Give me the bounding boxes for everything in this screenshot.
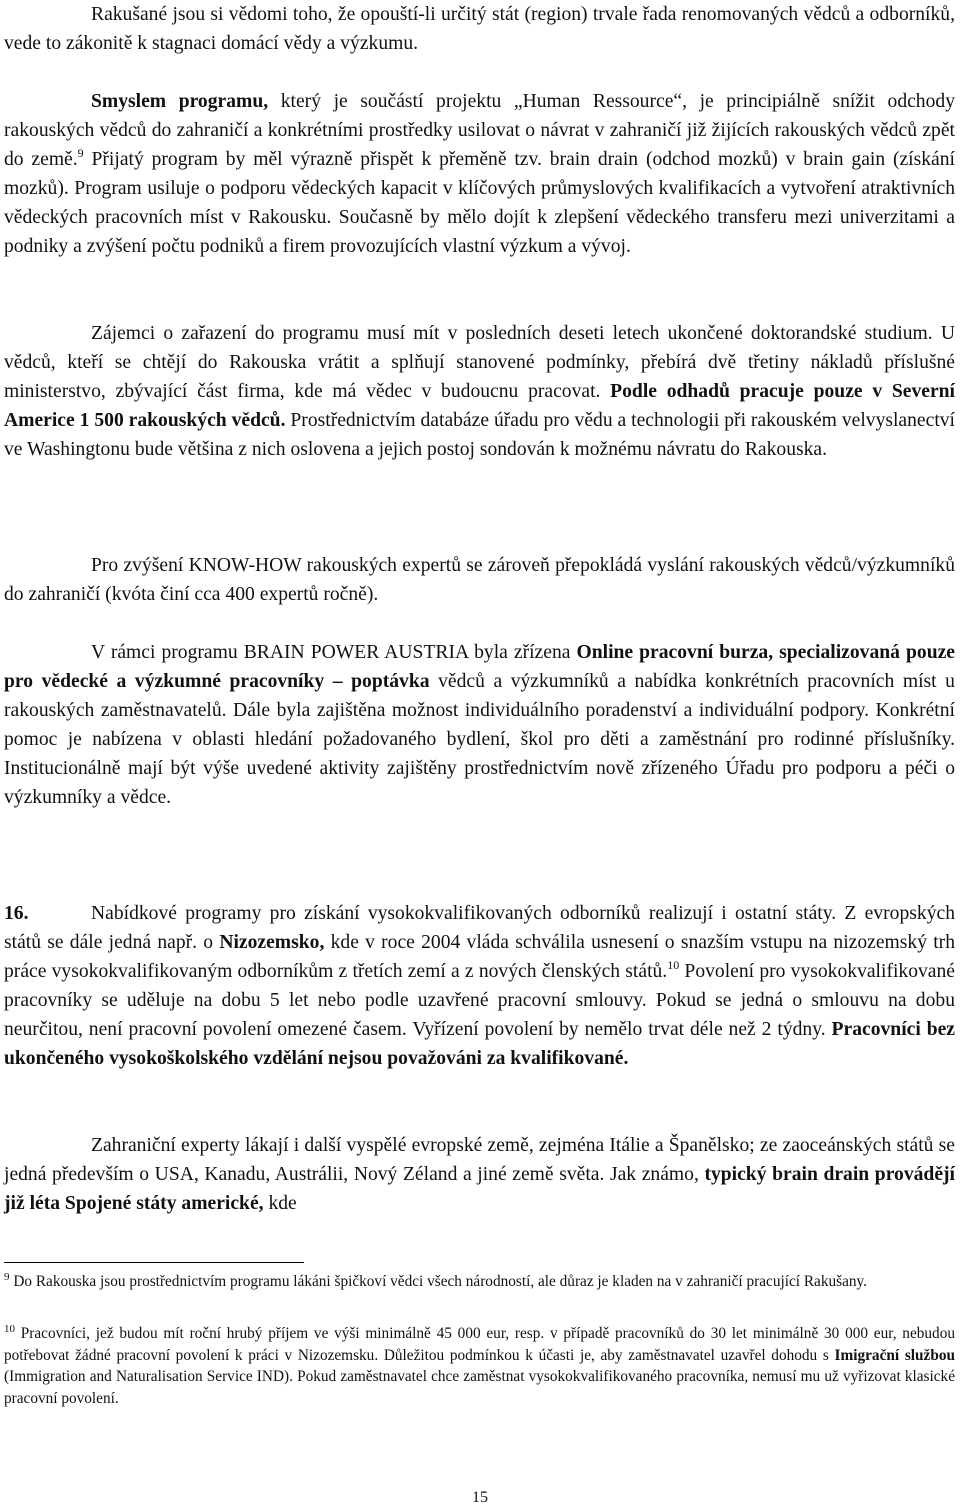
footnote-9: $^9$ Do Rakouska jsou prostřednictvím programu lákáni špičkoví vědci všech národností, ale důraz je kladen na v zahraničí pracující Rakušany.: [4, 1271, 867, 1290]
section-number: 16.: [4, 903, 29, 924]
footnote-number: 10: [4, 1323, 15, 1335]
page-number: 15: [472, 1489, 488, 1506]
paragraph-intro: Rakušané jsou si vědomi toho, že opouští-li určitý stát (region) trvale řada renomovaných vědců a odborníků, vede to zákonitě k stagnaci domácí vědy a výzkumu.: [4, 4, 955, 54]
paragraph-program-purpose: Smyslem programu, který je součástí projektu „Human Ressource“, je principiálně snížit odchody rakouských vědců do zahraničí a konkrétními prostředky usilovat o návrat v zahraničí již žijících rakouských vědců zpět do země.$^9$ Přijatý program by měl výrazně přispět k přeměně tzv. brain drain (odchod mozků) v brain gain (získání mozků). Program usiluje o podporu vědeckých kapacit v klíčových průmyslových kvalifikacích a vytvoření atraktivních vědeckých pracovních míst v Rakousku. Současně by mělo dojít k zlepšení vědeckého transferu mezi univerzitami a podniky a zvýšení počtu podniků a firem provozujících vlastní výzkum a vývoj.: [4, 91, 955, 257]
bold-phrase: Online pracovní burza, specializovaná pouze pro vědecké a výzkumné pracovníky – poptávka: [4, 642, 955, 692]
bold-phrase: Smyslem programu,: [91, 91, 269, 112]
paragraph-foreign-experts: Zahraniční experty lákají i další vyspělé evropské země, zejména Itálie a Španělsko; ze zaoceánských států se jedná především o USA, Kanadu, Austrálii, Nový Zéland a jiné země světa. Jak známo, typický brain drain provádějí již léta Spojené státy americké, kde: [4, 1135, 955, 1214]
paragraph-know-how: Pro zvýšení KNOW-HOW rakouských expertů se zároveň přepokládá vyslání rakouských vědců/výzkumníků do zahraničí (kvóta činí cca 400 expertů ročně).: [4, 555, 955, 605]
footnote-ref-9: 9: [77, 146, 84, 160]
bold-phrase: typický brain drain provádějí již léta Spojené státy americké,: [4, 1164, 955, 1214]
footnote-ref-10: 10: [667, 958, 680, 972]
bold-phrase: Podle odhadů pracuje pouze v Severní Americe 1 500 rakouských vědců.: [4, 381, 955, 431]
footnote-number: 9: [4, 1271, 10, 1283]
bold-phrase: Pracovníci bez ukončeného vysokoškolského vzdělání nejsou považováni za kvalifikované.: [4, 1019, 955, 1069]
bold-phrase: Nizozemsko,: [219, 932, 325, 953]
footnote-separator: [4, 1262, 304, 1263]
paragraph-applicants: Zájemci o zařazení do programu musí mít v posledních deseti letech ukončené doktorandské studium. U vědců, kteří se chtějí do Rakouska vrátit a splňují stanovené podmínky, přebírá dvě třetiny nákladů příslušné ministerstvo, zbývající část firma, kde má vědec v budoucnu pracovat. Podle odhadů pracuje pouze v Severní Americe 1 500 rakouských vědců. Prostřednictvím databáze úřadu pro vědu a technologii při rakouském velvyslanectví ve Washingtonu bude většina z nich oslovena a jejich postoj sondován k možnému návratu do Rakouska.: [4, 323, 956, 460]
paragraph-brain-power-austria: V rámci programu BRAIN POWER AUSTRIA byla zřízena Online pracovní burza, specializovaná pouze pro vědecké a výzkumné pracovníky – poptávka vědců a výzkumníků a nabídka konkrétních pracovních míst u rakouských zaměstnavatelů. Dále byla zajištěna možnost individuálního poradenství a individuální podpory. Konkrétní pomoc je nabízena v oblasti hledání požadovaného bydlení, škol pro děti a zaměstnání pro rodinné příslušníky. Institucionálně mají být výše uvedené aktivity zajištěny prostřednictvím nově zřízeného Úřadu pro podporu a péči o výzkumníky a vědce.: [4, 642, 955, 808]
footnote-10: $^{10}$ Pracovníci, jež budou mít roční hrubý příjem ve výši minimálně 45 000 eur, resp. v případě pracovníků do 30 let minimálně 30 000 eur, nebudou potřebovat žádné pracovní povolení k práci v Nizozemsku. Důležitou podmínkou k účasti je, aby zaměstnavatel uzavřel dohodu s Imigrační službou (Immigration and Naturalisation Service IND). Pokud zaměstnavatel chce zaměstnat vysokokvalifikovaného pracovníka, nemusí mu už vyřizovat klasické pracovní povolení.: [4, 1323, 955, 1407]
bold-phrase: Imigrační službou: [834, 1346, 955, 1364]
section-16-paragraph: 16. Nabídkové programy pro získání vysokokvalifikovaných odborníků realizují i ostatní státy. Z evropských států se dále jedná např. o Nizozemsko, kde v roce 2004 vláda schválila usnesení o snazším vstupu na nizozemský trh práce vysokokvalifikovaným odborníkům z třetích zemí a z nových členských států.$^{10}$ Povolení pro vysokokvalifikované pracovníky se uděluje na dobu 5 let nebo podle uzavřené pracovní smlouvy. Pokud se jedná o smlouvu na dobu neurčitou, není pracovní povolení omezené časem. Vyřízení povolení by nemělo trvat déle než 2 týdny. Pracovníci bez ukončeného vysokoškolského vzdělání nejsou považováni za kvalifikované.: [4, 899, 955, 1073]
